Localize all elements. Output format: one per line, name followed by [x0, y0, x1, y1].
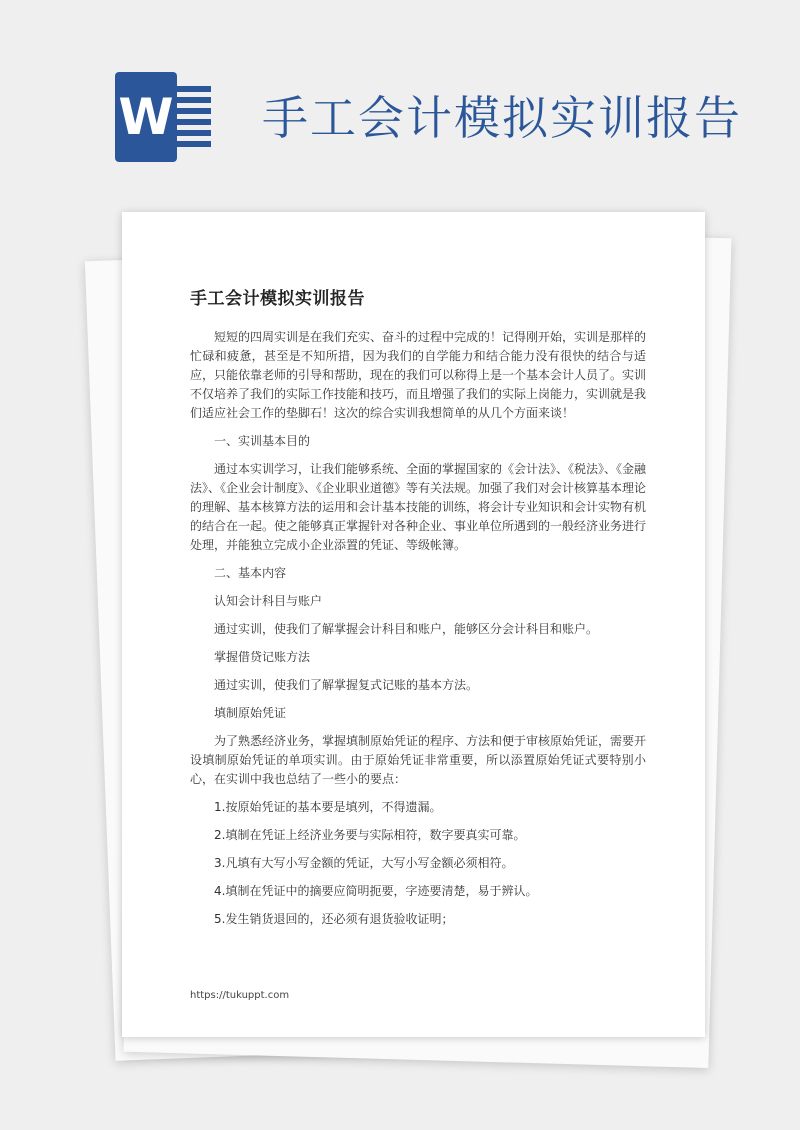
- paragraph-accounts: 通过实训，使我们了解掌握会计科目和账户，能够区分会计科目和账户。: [214, 622, 599, 636]
- header-title: 手工会计模拟实训报告: [262, 91, 742, 145]
- list-item: 2.填制在凭证上经济业务要与实际相符，数字要真实可靠。: [214, 828, 526, 842]
- document-page: [122, 212, 705, 1037]
- subheading-accounts: 认知会计科目与账户: [214, 594, 323, 608]
- document-body: [190, 328, 646, 938]
- list-item: 5.发生销货退回的，还必须有退货验收证明；: [214, 912, 454, 926]
- paragraph-double-entry: 通过实训，使我们了解掌握复式记账的基本方法。: [214, 678, 479, 692]
- header: [0, 0, 800, 210]
- paragraph-intro: 短短的四周实训是在我们充实、奋斗的过程中完成的！记得刚开始，实训是那样的忙碌和疲惫，甚至是不知所措，因为我们的自学能力和结合能力没有很快的结合与适应，只能依靠老师的引导和帮助，现在的我们可以称得上是一个基本会计人员了。实训不仅培养了我们的实际工作技能和技巧，而且增强了我们的实际上岗能力，实训就是我们适应社会工作的垫脚石！这次的综合实训我想简单的从几个方面来谈！: [190, 330, 647, 420]
- list-item: 1.按原始凭证的基本要是填列，不得遗漏。: [214, 800, 442, 814]
- word-logo-letter: W: [115, 72, 177, 162]
- document-title: 手工会计模拟实训报告: [190, 289, 365, 309]
- list-item: 4.填制在凭证中的摘要应简明扼要，字迹要清楚，易于辨认。: [214, 884, 538, 898]
- subheading-double-entry: 掌握借贷记账方法: [214, 650, 311, 664]
- paragraph-purpose: 通过本实训学习，让我们能够系统、全面的掌握国家的《会计法》、《税法》、《金融法》、《企业会计制度》、《企业职业道德》等有关法规。加强了我们对会计核算基本理论的理解、基本核算方法的运用和会计基本技能的训练，将会计专业知识和会计实物有机的结合在一起。使之能够真正掌握针对各种企业、事业单位所遇到的一般经济业务进行处理，并能独立完成小企业添置的凭证、等级帐簿。: [190, 462, 647, 552]
- subheading-vouchers: 填制原始凭证: [214, 706, 287, 720]
- word-icon: [115, 72, 215, 162]
- footer-url: https://tukuppt.com: [190, 990, 290, 1001]
- paragraph-vouchers: 为了熟悉经济业务，掌握填制原始凭证的程序、方法和便于审核原始凭证，需要开设填制原始凭证的单项实训。由于原始凭证非常重要，所以添置原始凭证式要特别小心，在实训中我也总结了一些小的要点：: [190, 734, 647, 786]
- section-heading-content: 二、基本内容: [214, 566, 287, 580]
- section-heading-purpose: 一、实训基本目的: [214, 434, 311, 448]
- list-item: 3.凡填有大写小写金额的凭证，大写小写金额必须相符。: [214, 856, 514, 870]
